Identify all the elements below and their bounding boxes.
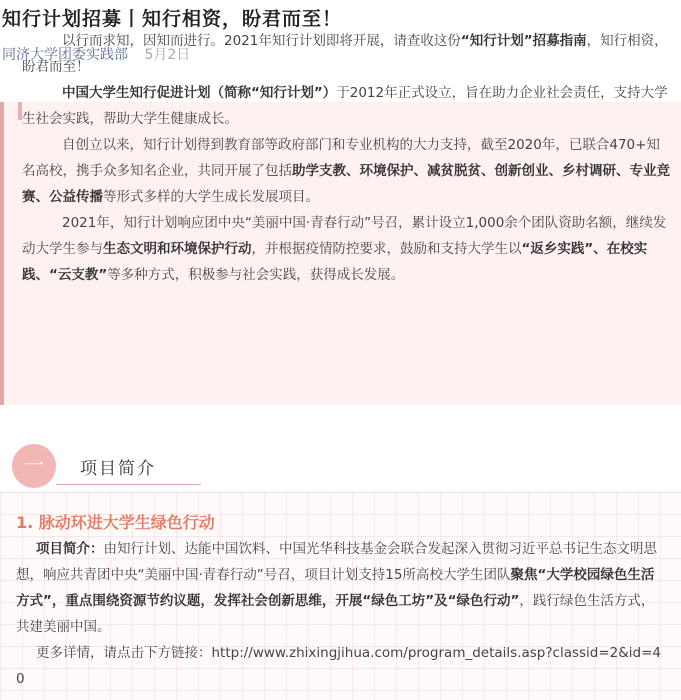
intro-paragraph-1: 以行而求知，因知而进行。2021年知行计划即将开展，请查收这份“知行计划”招募指南，知行相资，盼君而至！ xyxy=(22,33,668,75)
author-link[interactable]: 同济大学团委实践部 xyxy=(2,47,128,63)
intro-paragraph-3: 自创立以来，知行计划得到教育部等政府部门和专业机构的大力支持，截至2020年，已联合470+知名高校，携手众多知名企业，共同开展了包括助学支教、环境保护、减贫脱贫、创新创业、乡村调研、专业竞赛、公益传播等形式多样的大学生成长发展项目。 xyxy=(22,137,670,205)
intro-paragraph-2: 中国大学生知行促进计划（简称“知行计划”）于2012年正式设立，旨在助力企业社会责任，支持大学生社会实践，帮助大学生健康成长。 xyxy=(22,85,668,127)
project-link[interactable]: http://www.zhixingjihua.com/program_details.asp?classid=2&id=40 xyxy=(16,645,662,687)
article-title: 知行计划招募丨知行相资，盼君而至！ xyxy=(2,8,343,30)
section-header xyxy=(12,444,312,492)
project-title: 1. 脉动环进大学生绿色行动 xyxy=(16,513,215,532)
project-description: 项目简介：由知行计划、达能中国饮料、中国光华科技基金会联合发起深入贯彻习近平总书记生态文明思想，响应共青团中央“美丽中国·青春行动”号召，项目计划支持15所高校大学生团队聚焦“大学校园绿色生活方式”，重点围绕资源节约议题，发挥社会创新思维，开展“绿色工坊”及“绿色行动”，践行绿色生活方式，共建美丽中国。 xyxy=(16,541,657,635)
intro-text xyxy=(22,28,672,288)
intro-paragraph-4: 2021年，知行计划响应团中央“美丽中国·青春行动”号召，累计设立1,000余个团队资助名额，继续发动大学生参与生态文明和环境保护行动，并根据疫情防控要求，鼓励和支持大学生以“返乡实践”、在校实践、“云支教”等多种方式，积极参与社会实践，获得成长发展。 xyxy=(22,215,667,283)
section-underline xyxy=(56,484,201,485)
section-title: 项目简介 xyxy=(80,459,156,479)
project-more: 更多详情，请点击下方链接：http://www.zhixingjihua.com/program_details.asp?classid=2&id=40 xyxy=(16,645,662,687)
publish-date: 5月2日 xyxy=(144,47,191,63)
section-number-badge: 一 xyxy=(12,444,56,488)
project-text xyxy=(16,536,666,692)
